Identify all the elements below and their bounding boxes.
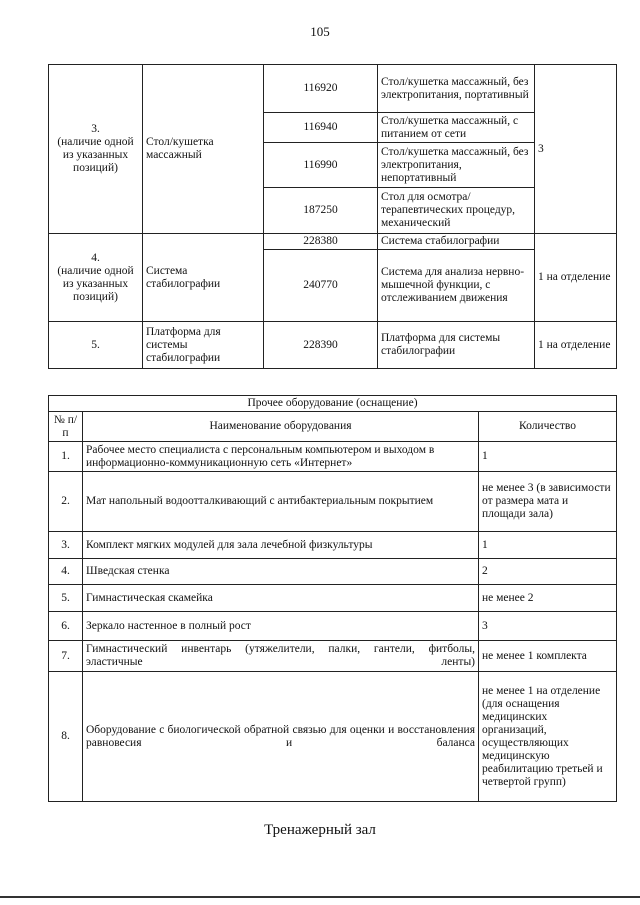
row-number: 2. bbox=[49, 472, 83, 532]
row-quantity: не менее 3 (в зависимости от размера мата и площади зала) bbox=[479, 472, 617, 532]
code-cell: 228380 bbox=[264, 234, 378, 250]
table-header-row bbox=[49, 412, 617, 442]
row-name: Мат напольный водоотталкивающий с антибактериальным покрытием bbox=[83, 472, 479, 532]
column-header-name: Наименование оборудования bbox=[83, 412, 479, 442]
group-name-cell: Система стабилографии bbox=[143, 234, 264, 322]
code-cell: 116920 bbox=[264, 65, 378, 113]
table-row bbox=[49, 672, 617, 802]
table-row bbox=[49, 612, 617, 641]
table-row bbox=[49, 585, 617, 612]
row-name: Гимнастическая скамейка bbox=[83, 585, 479, 612]
table-caption-row bbox=[49, 396, 617, 412]
row-name: Рабочее место специалиста с персональным компьютером и выходом в информационно-коммуникационную сеть «Интернет» bbox=[83, 442, 479, 472]
row-number: 8. bbox=[49, 672, 83, 802]
description-cell: Система стабилографии bbox=[378, 234, 535, 250]
row-quantity: 1 bbox=[479, 442, 617, 472]
column-header-num: № п/п bbox=[49, 412, 83, 442]
description-cell: Система для анализа нервно-мышечной функции, с отслеживанием движения bbox=[378, 250, 535, 322]
group-name-cell: Стол/кушетка массажный bbox=[143, 65, 264, 234]
other-equipment-table bbox=[48, 395, 617, 802]
quantity-cell: 1 на отделение bbox=[535, 322, 617, 369]
row-number: 5. bbox=[49, 585, 83, 612]
description-cell: Платформа для системы стабилографии bbox=[378, 322, 535, 369]
row-number: 6. bbox=[49, 612, 83, 641]
table-row bbox=[49, 472, 617, 532]
row-quantity: 3 bbox=[479, 612, 617, 641]
group-name-cell: Платформа для системы стабилографии bbox=[143, 322, 264, 369]
table-row bbox=[49, 322, 617, 369]
row-quantity: 1 bbox=[479, 532, 617, 559]
row-name: Зеркало настенное в полный рост bbox=[83, 612, 479, 641]
code-cell: 116990 bbox=[264, 143, 378, 188]
column-header-qty: Количество bbox=[479, 412, 617, 442]
group-number-cell: 5. bbox=[49, 322, 143, 369]
row-quantity: не менее 1 на отделение (для оснащения медицинских организаций, осуществляющих медицинскую реабилитацию третьей и четвертой групп) bbox=[479, 672, 617, 802]
row-number: 4. bbox=[49, 559, 83, 585]
row-number: 1. bbox=[49, 442, 83, 472]
row-quantity: 2 bbox=[479, 559, 617, 585]
row-name: Оборудование с биологической обратной связью для оценки и восстановления равновесия и баланса bbox=[83, 672, 479, 802]
code-cell: 187250 bbox=[264, 188, 378, 234]
row-quantity: не менее 2 bbox=[479, 585, 617, 612]
description-cell: Стол/кушетка массажный, без электропитания, портативный bbox=[378, 65, 535, 113]
table-row bbox=[49, 234, 617, 250]
table-caption: Прочее оборудование (оснащение) bbox=[49, 396, 617, 412]
page-number: 105 bbox=[310, 24, 330, 39]
group-number-cell: 3. (наличие одной из указанных позиций) bbox=[49, 65, 143, 234]
description-cell: Стол для осмотра/ терапевтических процедур, механический bbox=[378, 188, 535, 234]
quantity-cell: 1 на отделение bbox=[535, 234, 617, 322]
row-quantity: не менее 1 комплекта bbox=[479, 641, 617, 672]
equipment-table bbox=[48, 64, 617, 369]
table-row bbox=[49, 559, 617, 585]
code-cell: 228390 bbox=[264, 322, 378, 369]
table-row bbox=[49, 442, 617, 472]
code-cell: 240770 bbox=[264, 250, 378, 322]
table-row bbox=[49, 641, 617, 672]
table-row bbox=[49, 65, 617, 113]
row-name: Шведская стенка bbox=[83, 559, 479, 585]
page-bottom-rule bbox=[0, 896, 640, 898]
group-number-cell: 4. (наличие одной из указанных позиций) bbox=[49, 234, 143, 322]
row-number: 3. bbox=[49, 532, 83, 559]
description-cell: Стол/кушетка массажный, без электропитания, непортативный bbox=[378, 143, 535, 188]
row-number: 7. bbox=[49, 641, 83, 672]
row-name: Комплект мягких модулей для зала лечебной физкультуры bbox=[83, 532, 479, 559]
row-name: Гимнастический инвентарь (утяжелители, палки, гантели, фитболы, эластичные ленты) bbox=[83, 641, 479, 672]
code-cell: 116940 bbox=[264, 113, 378, 143]
quantity-cell: 3 bbox=[535, 65, 617, 234]
description-cell: Стол/кушетка массажный, с питанием от сети bbox=[378, 113, 535, 143]
section-title: Тренажерный зал bbox=[264, 822, 376, 838]
table-row bbox=[49, 532, 617, 559]
